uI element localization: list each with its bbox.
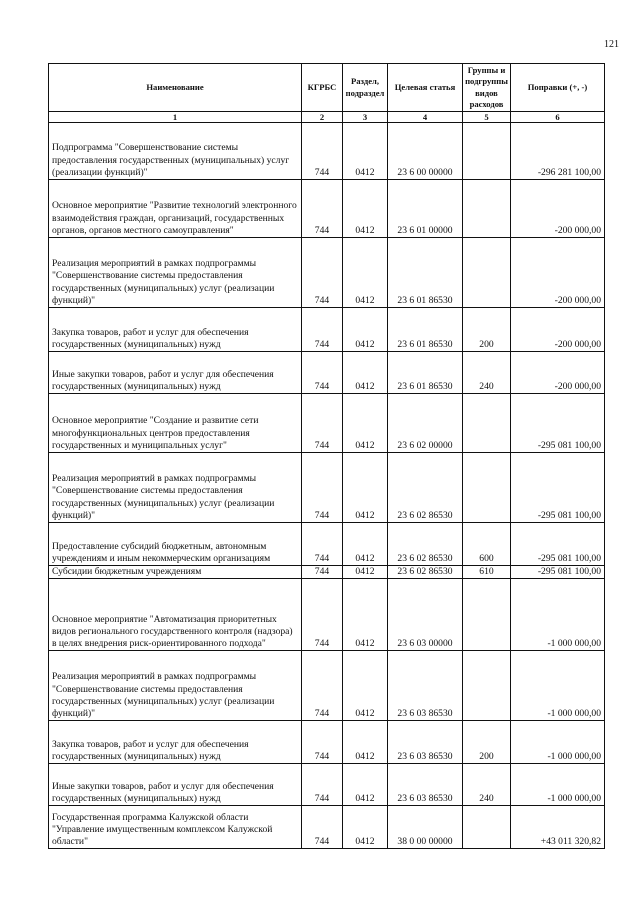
row-group [463,180,511,238]
row-group [463,651,511,721]
row-kgrbs: 744 [302,123,343,180]
header-target: Целевая статья [388,64,463,112]
row-kgrbs: 744 [302,308,343,352]
row-kgrbs: 744 [302,764,343,806]
row-section: 0412 [343,238,388,308]
header-groups: Группы и подгруппы видов расходов [463,64,511,112]
row-name: Основное мероприятие "Автоматизация приоритетных видов регионального государственного контроля (надзора) в целях внедрения риск-ориентированного подхода" [49,579,302,651]
row-target: 23 6 02 86530 [388,523,463,566]
row-name: Подпрограмма "Совершенствование системы предоставления государственных (муниципальных) услуг (реализации функций)" [49,123,302,180]
row-target: 23 6 02 86530 [388,453,463,523]
row-target: 23 6 03 86530 [388,651,463,721]
row-target: 23 6 03 00000 [388,579,463,651]
row-target: 23 6 01 86530 [388,308,463,352]
row-amount: -1 000 000,00 [511,764,605,806]
row-group [463,123,511,180]
row-target: 23 6 01 86530 [388,352,463,394]
row-name: Основное мероприятие "Создание и развитие сети многофункциональных центров предоставления государственных и муниципальных услуг" [49,394,302,453]
amendments-table [48,63,605,849]
col-number: 3 [343,112,388,123]
row-kgrbs: 744 [302,806,343,849]
row-target: 23 6 00 00000 [388,123,463,180]
row-target: 38 0 00 00000 [388,806,463,849]
row-name: Предоставление субсидий бюджетным, автономным учреждениям и иным некоммерческим организациям [49,523,302,566]
row-target: 23 6 02 00000 [388,394,463,453]
row-amount: -200 000,00 [511,352,605,394]
row-section: 0412 [343,123,388,180]
row-kgrbs: 744 [302,352,343,394]
row-name: Иные закупки товаров, работ и услуг для обеспечения государственных (муниципальных) нужд [49,764,302,806]
row-group [463,394,511,453]
table-row [49,579,605,651]
table-row [49,523,605,566]
row-section: 0412 [343,308,388,352]
row-target: 23 6 03 86530 [388,721,463,764]
row-name: Реализация мероприятий в рамках подпрограммы "Совершенствование системы предоставления государственных (муниципальных) услуг (реализации функций)" [49,651,302,721]
table-row [49,308,605,352]
row-section: 0412 [343,180,388,238]
table-row [49,566,605,579]
row-target: 23 6 01 00000 [388,180,463,238]
row-amount: -295 081 100,00 [511,453,605,523]
row-name: Закупка товаров, работ и услуг для обеспечения государственных (муниципальных) нужд [49,721,302,764]
column-numbers-row [49,112,605,123]
row-name: Реализация мероприятий в рамках подпрограммы "Совершенствование системы предоставления государственных (муниципальных) услуг (реализации функций)" [49,238,302,308]
col-number: 5 [463,112,511,123]
row-group [463,579,511,651]
row-group: 610 [463,566,511,579]
table-row [49,394,605,453]
header-amend: Поправки (+, -) [511,64,605,112]
col-number: 4 [388,112,463,123]
row-amount: -295 081 100,00 [511,566,605,579]
row-kgrbs: 744 [302,651,343,721]
row-group: 240 [463,352,511,394]
col-number: 1 [49,112,302,123]
row-kgrbs: 744 [302,238,343,308]
table-row [49,764,605,806]
row-kgrbs: 744 [302,394,343,453]
row-section: 0412 [343,394,388,453]
row-target: 23 6 01 86530 [388,238,463,308]
row-name: Основное мероприятие "Развитие технологий электронного взаимодействия граждан, организаций, государственных органов, органов местного самоуправления" [49,180,302,238]
row-group: 200 [463,308,511,352]
row-section: 0412 [343,806,388,849]
row-target: 23 6 02 86530 [388,566,463,579]
header-kgrbs: КГРБС [302,64,343,112]
row-kgrbs: 744 [302,180,343,238]
row-kgrbs: 744 [302,721,343,764]
table-row [49,238,605,308]
row-amount: -200 000,00 [511,238,605,308]
row-section: 0412 [343,523,388,566]
row-kgrbs: 744 [302,579,343,651]
table-row [49,123,605,180]
row-amount: -200 000,00 [511,180,605,238]
row-name: Иные закупки товаров, работ и услуг для обеспечения государственных (муниципальных) нужд [49,352,302,394]
row-section: 0412 [343,453,388,523]
row-kgrbs: 744 [302,523,343,566]
row-section: 0412 [343,566,388,579]
col-number: 6 [511,112,605,123]
row-group: 600 [463,523,511,566]
header-name: Наименование [49,64,302,112]
table-row [49,180,605,238]
row-name: Закупка товаров, работ и услуг для обеспечения государственных (муниципальных) нужд [49,308,302,352]
row-section: 0412 [343,579,388,651]
row-group [463,238,511,308]
col-number: 2 [302,112,343,123]
table-row [49,453,605,523]
table-row [49,806,605,849]
row-amount: -296 281 100,00 [511,123,605,180]
row-kgrbs: 744 [302,566,343,579]
row-amount: -200 000,00 [511,308,605,352]
row-name: Реализация мероприятий в рамках подпрограммы "Совершенствование системы предоставления государственных (муниципальных) услуг (реализации функций)" [49,453,302,523]
row-section: 0412 [343,721,388,764]
table-row [49,352,605,394]
row-group: 240 [463,764,511,806]
row-section: 0412 [343,764,388,806]
row-amount: -1 000 000,00 [511,579,605,651]
row-section: 0412 [343,352,388,394]
page-number: 121 [604,39,619,50]
row-group [463,806,511,849]
row-kgrbs: 744 [302,453,343,523]
row-amount: -1 000 000,00 [511,721,605,764]
row-amount: -1 000 000,00 [511,651,605,721]
row-amount: -295 081 100,00 [511,394,605,453]
table-row [49,651,605,721]
row-amount: +43 011 320,82 [511,806,605,849]
table-row [49,721,605,764]
row-name: Субсидии бюджетным учреждениям [49,566,302,579]
row-group: 200 [463,721,511,764]
row-section: 0412 [343,651,388,721]
header-section: Раздел, подраздел [343,64,388,112]
row-group [463,453,511,523]
row-target: 23 6 03 86530 [388,764,463,806]
row-name: Государственная программа Калужской области "Управление имущественным комплексом Калужской области" [49,806,302,849]
row-amount: -295 081 100,00 [511,523,605,566]
